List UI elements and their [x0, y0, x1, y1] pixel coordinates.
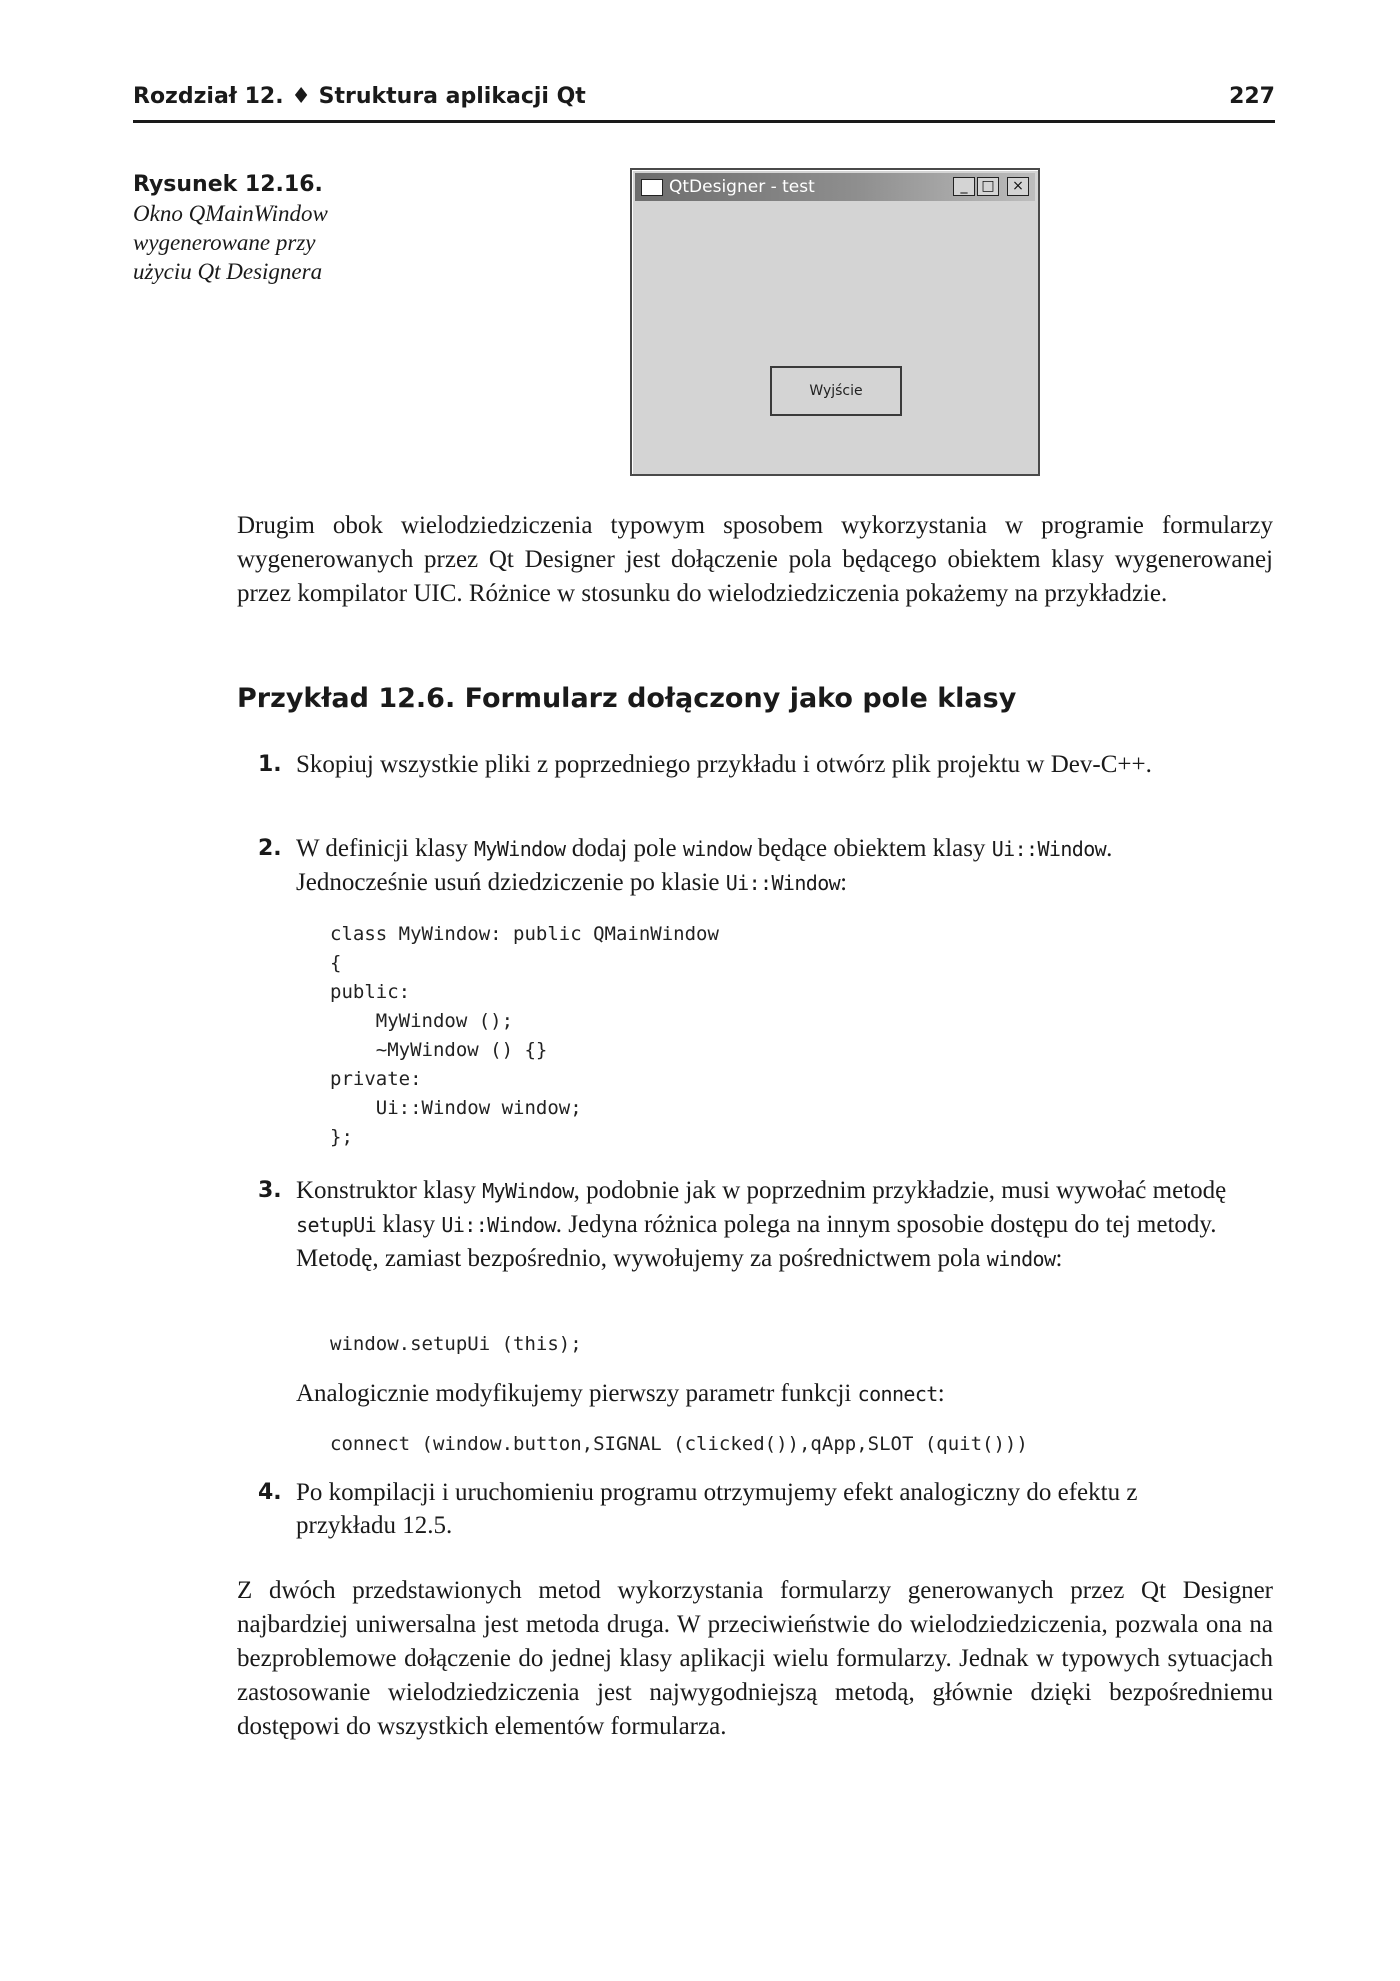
inline-code: MyWindow [482, 1179, 574, 1203]
inline-code: Ui::Window [441, 1213, 556, 1237]
minimize-icon[interactable]: _ [953, 177, 975, 196]
page-header [133, 82, 1275, 123]
inline-code: window [682, 837, 752, 861]
app-icon [641, 179, 663, 196]
inline-code: MyWindow [473, 837, 566, 861]
figure-caption [133, 172, 373, 286]
window-title: QtDesigner - test [669, 177, 815, 197]
figure-description-line: wygenerowane przy [133, 230, 316, 255]
window-titlebar[interactable] [635, 173, 1035, 201]
step-2 [258, 832, 1238, 900]
inline-code: setupUi [296, 1213, 377, 1237]
step-text: Skopiuj wszystkie pliki z poprzedniego przykładu i otwórz plik projektu w Dev-C++. [296, 751, 1152, 778]
analog-line: Analogicznie modyfikujemy pierwszy parametr funkcji connect: [296, 1380, 945, 1407]
maximize-icon[interactable]: □ [977, 177, 999, 196]
step-number: 4. [258, 1480, 282, 1505]
page-number: 227 [1229, 84, 1275, 109]
step-number: 2. [258, 836, 282, 861]
close-icon[interactable]: × [1007, 177, 1029, 196]
figure-description [133, 199, 373, 286]
intro-paragraph: Drugim obok wielodziedziczenia typowym sposobem wykorzystania w programie formularzy wygenerowanych przez Qt Designer jest dołączenie pola będącego obiektem klasy wygenerowanej przez kompilator UIC. Różnice w stosunku do wielodziedziczenia pokażemy na przykładzie. [237, 512, 1273, 607]
chapter-title: Rozdział 12. ♦ Struktura aplikacji Qt [133, 84, 586, 109]
code-block-class: class MyWindow: public QMainWindow { public: MyWindow (); ~MyWindow () {} private: Ui::Window window; }; [330, 923, 719, 1148]
qt-window-screenshot [630, 168, 1040, 476]
figure-label: Rysunek 12.16. [133, 172, 323, 197]
code-block-setup: window.setupUi (this); [330, 1333, 582, 1355]
inline-code: Ui::Window [991, 837, 1107, 861]
step-number: 3. [258, 1178, 282, 1203]
inline-code: window [986, 1247, 1056, 1271]
step-4 [258, 1476, 1238, 1542]
example-heading: Przykład 12.6. Formularz dołączony jako pole klasy [237, 683, 1017, 714]
figure-description-line: Okno QMainWindow [133, 201, 328, 226]
step-3 [258, 1174, 1238, 1276]
step-1 [258, 748, 1238, 781]
step-text: Konstruktor klasy MyWindow, podobnie jak w poprzednim przykładzie, musi wywołać metodę setupUi klasy Ui::Window. Jedyna różnica polega na innym sposobie dostępu do tej metody. Metodę, zamiast bezpośrednio, wywołujemy za pośrednictwem pola window: [296, 1177, 1227, 1272]
inline-code: connect [857, 1382, 938, 1406]
step-number: 1. [258, 752, 282, 777]
code-block-connect: connect (window.button,SIGNAL (clicked()),qApp,SLOT (quit())) [330, 1433, 1028, 1455]
step-text: W definicji klasy MyWindow dodaj pole window będące obiektem klasy Ui::Window. Jednocześnie usuń dziedziczenie po klasie Ui::Window: [296, 835, 1113, 896]
figure-description-line: użyciu Qt Designera [133, 259, 323, 284]
inline-code: Ui::Window [725, 871, 841, 895]
closing-paragraph: Z dwóch przedstawionych metod wykorzystania formularzy generowanych przez Qt Designer najbardziej uniwersalna jest metoda druga. W przeciwieństwie do wielodziedziczenia, pozwala ona na bezproblemowe dołączenie do jednej klasy aplikacji wielu formularzy. Jednak w typowych sytuacjach zastosowanie wielodziedziczenia jest najwygodniejszą metodą, głównie dzięki bezpośredniemu dostępowi do wszystkich elementów formularza. [237, 1577, 1273, 1740]
exit-button[interactable]: Wyjście [770, 366, 902, 416]
step-text: Po kompilacji i uruchomieniu programu otrzymujemy efekt analogiczny do efektu z przykładu 12.5. [296, 1479, 1138, 1539]
